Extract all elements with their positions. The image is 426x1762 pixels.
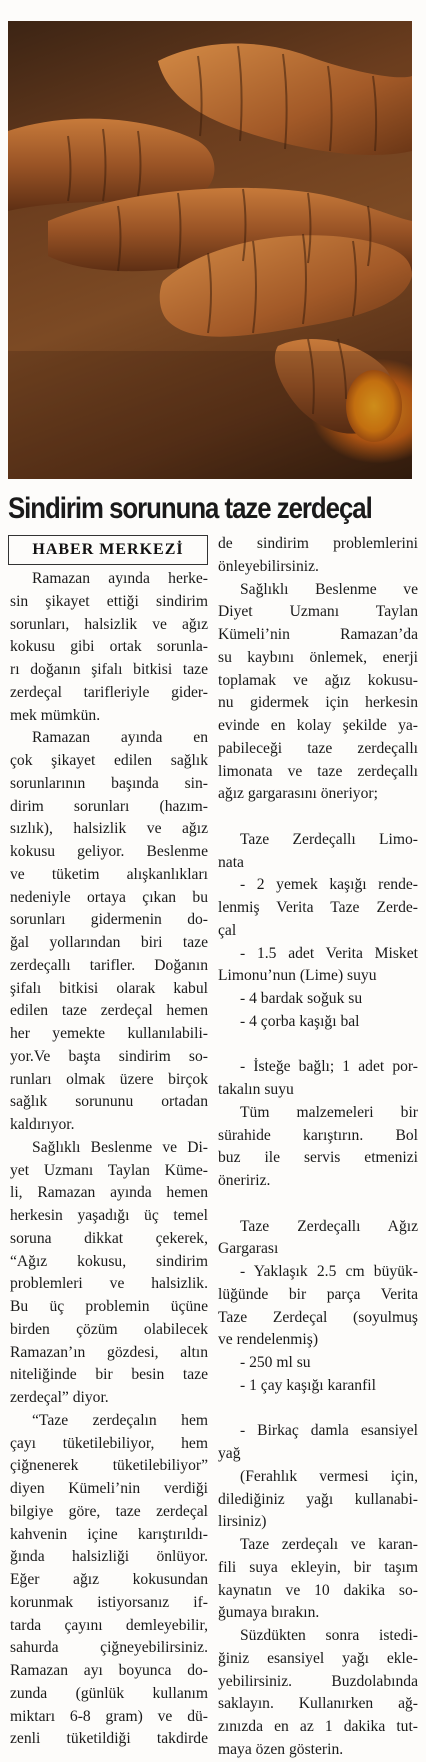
text-line: problemleri ve halsizlik. bbox=[10, 1275, 208, 1293]
text-line: ve tüketim alışkanlıkları bbox=[10, 865, 208, 883]
text-line: Ramazan’ın gözdesi, altın bbox=[10, 1343, 208, 1361]
text-line: yebilirsiniz. Buzdolabında bbox=[218, 1672, 418, 1690]
text-line: sorunlarının başında sin- bbox=[10, 774, 208, 792]
recipe-limonata bbox=[218, 829, 418, 1034]
text-line: çiğnenerek tüketilebiliyor” bbox=[10, 1457, 208, 1475]
text-line: Ramazan ayında herke- bbox=[32, 570, 208, 587]
text-line: niteliğinde bir besin taze bbox=[10, 1366, 208, 1384]
paragraph bbox=[10, 727, 208, 1137]
text-line: “Ağız kokusu, sindirim bbox=[10, 1252, 208, 1270]
recipe-title: nata bbox=[218, 853, 244, 871]
ingredient: lenmiş Verita Taze Zerde- bbox=[218, 899, 418, 916]
text-line: saklayın. Kullanırken ağ- bbox=[218, 1695, 418, 1713]
text-line: dilediğiniz yağı kullanabi- bbox=[218, 1490, 418, 1508]
ingredient: - 4 çorba kaşığı bal bbox=[240, 1012, 360, 1030]
text-line: Bu üç problemin üçüne bbox=[10, 1298, 208, 1315]
text-line: de sindirim problemlerini bbox=[218, 535, 418, 552]
text-line: kokusu gibi ortak sorunla- bbox=[10, 638, 208, 656]
ingredient: Taze Zerdeçal (soyulmuş bbox=[218, 1308, 418, 1326]
text-line: kaldırıyor. bbox=[10, 1116, 75, 1133]
recipe-title: Taze Zerdeçallı Ağız bbox=[240, 1217, 418, 1235]
byline-box bbox=[8, 535, 208, 565]
text-line: (Ferahlık vermesi için, bbox=[240, 1467, 418, 1485]
text-line: nedeniyle ortaya çıkan bu bbox=[10, 888, 208, 906]
text-line: runları olmak üzere birçok bbox=[10, 1070, 208, 1088]
paragraph bbox=[10, 568, 208, 727]
text-line: li, Ramazan ayında hemen bbox=[10, 1184, 208, 1202]
right-column bbox=[218, 533, 418, 1762]
text-line: Eğer ağız kokusundan bbox=[10, 1571, 208, 1588]
text-line: tarda çayını demleyebilir, bbox=[10, 1616, 208, 1634]
text-line: Kümeli’nin Ramazan’da bbox=[218, 626, 418, 643]
text-line: diyen Kümeli’nin verdiği bbox=[10, 1480, 208, 1497]
text-line: zerdeçal tarifleriyle gider- bbox=[10, 683, 208, 701]
text-line: Sağlıklı Beslenme ve Di- bbox=[32, 1138, 208, 1156]
turmeric-roots-illustration bbox=[8, 21, 412, 479]
recipe-instructions bbox=[218, 1056, 418, 1193]
left-column bbox=[10, 568, 208, 1751]
recipe-gargara bbox=[218, 1216, 418, 1398]
text-line: zunda (günlük kullanım bbox=[10, 1684, 208, 1702]
text-line: sin şikayet ettiği sindirim bbox=[10, 592, 208, 610]
recipe-title: Gargarası bbox=[218, 1240, 279, 1258]
ingredient: - Yaklaşık 2.5 cm büyük- bbox=[240, 1263, 418, 1280]
text-line: sızlık), halsizlik ve ağız bbox=[10, 820, 208, 838]
text-line: kahvenin içine karıştırıldı- bbox=[10, 1525, 208, 1543]
ingredient: - Birkaç damla esansiyel bbox=[240, 1422, 418, 1440]
text-line: yor.Ve başta sindirim so- bbox=[10, 1047, 208, 1065]
text-line: mek mümkün. bbox=[10, 706, 101, 724]
text-line: nu gidermek için herkesin bbox=[218, 694, 418, 712]
text-line: kokusu geliyor. Beslenme bbox=[10, 843, 208, 860]
text-line: birden çözüm olabilecek bbox=[10, 1320, 208, 1338]
text-line: dirim sorunları (hazım- bbox=[10, 797, 208, 815]
ingredient: Limonu’nun (Lime) suyu bbox=[218, 967, 377, 985]
spacer bbox=[218, 1398, 418, 1421]
text-line: Tüm malzemeleri bir bbox=[240, 1103, 418, 1121]
text-line: şifalı bitkisi olarak kabul bbox=[10, 979, 208, 997]
paragraph bbox=[10, 1410, 208, 1751]
ingredient: lüğünde bir parça Verita bbox=[218, 1285, 418, 1303]
ingredient: yağ bbox=[218, 1445, 241, 1462]
text-line: sorunları, halsizlik ve ağız bbox=[10, 615, 208, 633]
spacer bbox=[218, 1034, 418, 1057]
text-line: Taze zerdeçalı ve karan- bbox=[240, 1536, 418, 1553]
text-line: ağız gargarasını öneriyor; bbox=[218, 785, 378, 803]
text-line: toplamak ve ağız kokusu- bbox=[218, 671, 418, 689]
ingredient: takalın suyu bbox=[218, 1081, 294, 1098]
ingredient: - 1 çay kaşığı karanfil bbox=[240, 1376, 376, 1394]
text-line: önleyebilirsiniz. bbox=[218, 557, 319, 575]
text-line: Ramazan ayında en bbox=[32, 729, 208, 747]
text-line: “Taze zerdeçalın hem bbox=[32, 1411, 208, 1429]
text-line: ğiniz esansiyel yağı ekle- bbox=[218, 1649, 418, 1667]
text-line: sorunları gidermenin do- bbox=[10, 911, 208, 929]
text-line: su kaybını önlemek, enerji bbox=[218, 648, 418, 666]
text-line: zerdeçallı tarifler. Doğanın bbox=[10, 956, 208, 974]
text-line: miktarı 6-8 gram) ve dü- bbox=[10, 1707, 208, 1725]
text-line: her yemekte kullanılabili- bbox=[10, 1025, 208, 1042]
text-line: fili suya ekleyin, bir taşım bbox=[218, 1558, 418, 1576]
text-line: evinde en kolay şekilde ya- bbox=[218, 717, 418, 734]
text-line: zenli tüketildiği takdirde bbox=[10, 1730, 208, 1748]
headline: Sindirim sorununa taze zerdeçal bbox=[8, 492, 372, 525]
text-line: maya özen gösterin. bbox=[218, 1740, 344, 1758]
spacer bbox=[218, 1193, 418, 1216]
text-line: edilen taze zerdeçal hemen bbox=[10, 1002, 208, 1020]
text-line: zerdeçal” diyor. bbox=[10, 1389, 109, 1406]
text-line: ğumaya bırakın. bbox=[218, 1604, 320, 1622]
text-line: herkesin yaşadığı üç temel bbox=[10, 1207, 208, 1224]
ingredient: - İsteğe bağlı; 1 adet por- bbox=[240, 1058, 418, 1076]
text-line: çayı tüketilebiliyor, hem bbox=[10, 1434, 208, 1452]
text-line: öneririz. bbox=[218, 1172, 271, 1189]
ingredient: - 2 yemek kaşığı rende- bbox=[240, 876, 418, 894]
text-line: Diyet Uzmanı Taylan bbox=[218, 603, 418, 621]
paragraph bbox=[218, 579, 418, 807]
text-line: sağlık sorununu ortadan bbox=[10, 1093, 208, 1111]
paragraph bbox=[10, 1137, 208, 1410]
text-line: sahurda çiğneyebilirsiniz. bbox=[10, 1639, 208, 1657]
text-line: korunmak istiyorsanız if- bbox=[10, 1593, 208, 1611]
turmeric-photo bbox=[8, 21, 412, 479]
ingredient: - 250 ml su bbox=[240, 1354, 311, 1371]
recipe-title: Taze Zerdeçallı Limo- bbox=[240, 830, 418, 848]
ingredient: ve rendelenmiş) bbox=[218, 1331, 319, 1349]
text-line: pabileceği taze zerdeçallı bbox=[218, 739, 418, 757]
text-line: lirsiniz) bbox=[218, 1513, 267, 1531]
text-line: sürahide karıştırın. Bol bbox=[218, 1126, 418, 1144]
text-line: limonata ve taze zerdeçallı bbox=[218, 762, 418, 780]
text-line: yet Uzmanı Taylan Küme- bbox=[10, 1161, 208, 1179]
text-line: Ramazan ayı boyunca do- bbox=[10, 1662, 208, 1679]
spacer bbox=[218, 806, 418, 829]
ingredient: çal bbox=[218, 921, 237, 939]
ingredient: - 4 bardak soğuk su bbox=[240, 990, 363, 1007]
byline: HABER MERKEZİ bbox=[32, 541, 184, 558]
text-line: ğal yollarından biri taze bbox=[10, 934, 208, 951]
text-line: kaynatın ve 10 dakika so- bbox=[218, 1581, 418, 1599]
text-line: buz ile servis etmenizi bbox=[218, 1149, 418, 1167]
paragraph bbox=[218, 533, 418, 579]
recipe-instructions bbox=[218, 1420, 418, 1761]
text-line: bilgiye göre, taze zerdeçal bbox=[10, 1502, 208, 1520]
text-line: rı doğanın şifalı bitkisi taze bbox=[10, 661, 208, 678]
text-line: ğında halsizliği önlüyor. bbox=[10, 1548, 208, 1566]
text-line: zınızda en az 1 dakika tut- bbox=[218, 1718, 418, 1735]
text-line: soruna dikkat çekerek, bbox=[10, 1229, 208, 1247]
ingredient: - 1.5 adet Verita Misket bbox=[240, 944, 418, 962]
text-line: Sağlıklı Beslenme ve bbox=[240, 580, 418, 598]
text-line: çok şikayet edilen sağlık bbox=[10, 752, 208, 769]
text-line: Süzdükten sonra istedi- bbox=[240, 1627, 418, 1644]
